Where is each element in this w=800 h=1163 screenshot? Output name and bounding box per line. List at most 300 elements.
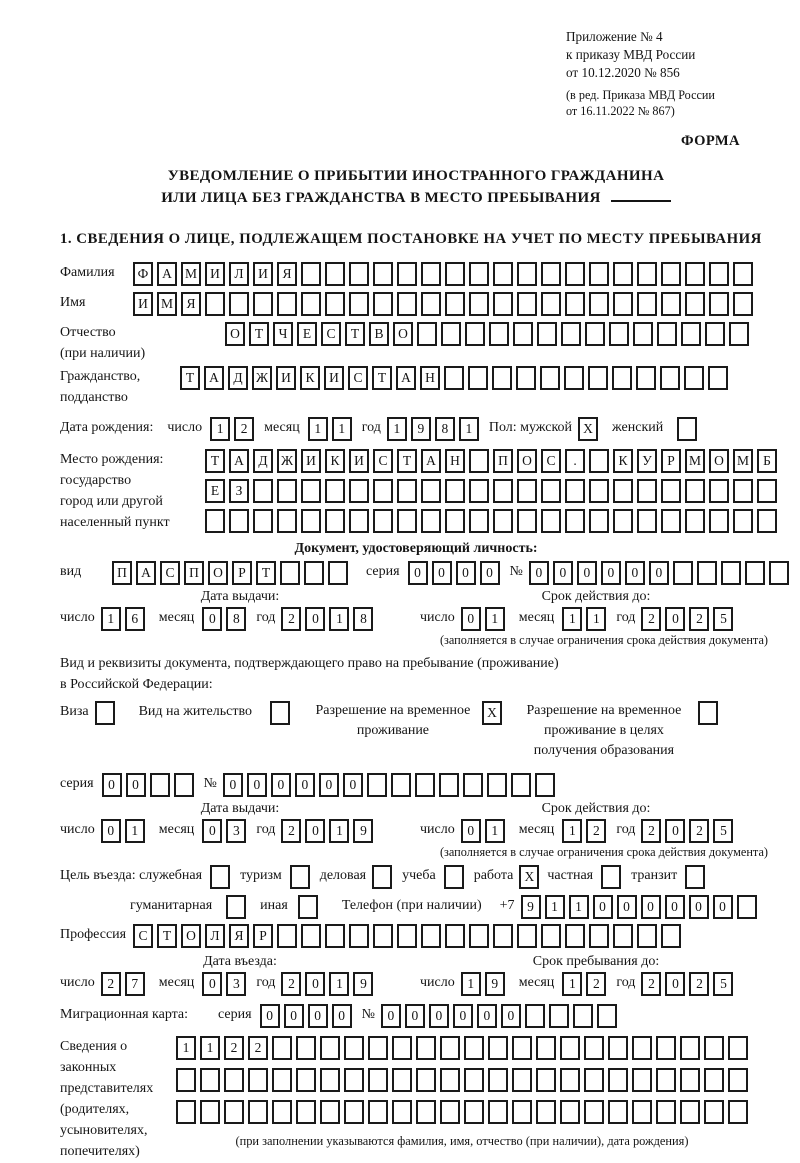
char-box[interactable]: 1 — [200, 1036, 220, 1060]
char-box[interactable]: Р — [661, 449, 681, 473]
doc-issue-day[interactable] — [101, 607, 149, 631]
char-box[interactable]: М — [181, 262, 201, 286]
char-box[interactable] — [368, 1036, 388, 1060]
char-box[interactable]: 0 — [601, 561, 621, 585]
char-box[interactable] — [560, 1036, 580, 1060]
doc-issue-year[interactable] — [281, 607, 377, 631]
char-box[interactable]: 3 — [226, 819, 246, 843]
char-box[interactable]: 1 — [176, 1036, 196, 1060]
char-box[interactable] — [301, 479, 321, 503]
char-box[interactable]: 0 — [101, 819, 121, 843]
char-box[interactable]: 0 — [305, 819, 325, 843]
char-box[interactable] — [296, 1036, 316, 1060]
char-box[interactable]: 1 — [329, 607, 349, 631]
char-box[interactable] — [440, 1036, 460, 1060]
char-box[interactable]: 0 — [480, 561, 500, 585]
char-box[interactable] — [721, 561, 741, 585]
char-box[interactable] — [367, 773, 387, 797]
char-box[interactable] — [397, 262, 417, 286]
char-box[interactable] — [464, 1100, 484, 1124]
char-box[interactable]: М — [685, 449, 705, 473]
char-box[interactable]: Н — [445, 449, 465, 473]
char-box[interactable] — [320, 1068, 340, 1092]
char-box[interactable]: 0 — [126, 773, 146, 797]
doc-valid-month[interactable] — [562, 607, 610, 631]
char-box[interactable] — [589, 509, 609, 533]
char-box[interactable] — [445, 924, 465, 948]
char-box[interactable] — [469, 262, 489, 286]
char-box[interactable] — [564, 366, 584, 390]
char-box[interactable] — [224, 1068, 244, 1092]
char-box[interactable] — [200, 1068, 220, 1092]
char-box[interactable] — [517, 509, 537, 533]
char-box[interactable] — [492, 366, 512, 390]
char-box[interactable]: М — [157, 292, 177, 316]
char-box[interactable] — [728, 1036, 748, 1060]
birth-place-row3[interactable] — [205, 509, 781, 533]
char-box[interactable]: 2 — [641, 607, 661, 631]
doc-number-cells[interactable] — [529, 561, 793, 585]
char-box[interactable] — [421, 262, 441, 286]
char-box[interactable]: 1 — [101, 607, 121, 631]
char-box[interactable] — [320, 1100, 340, 1124]
char-box[interactable] — [392, 1068, 412, 1092]
birth-year-cells[interactable] — [387, 417, 483, 441]
char-box[interactable] — [296, 1100, 316, 1124]
char-box[interactable] — [536, 1036, 556, 1060]
char-box[interactable] — [392, 1036, 412, 1060]
char-box[interactable] — [656, 1068, 676, 1092]
char-box[interactable] — [612, 366, 632, 390]
char-box[interactable] — [637, 924, 657, 948]
char-box[interactable] — [325, 924, 345, 948]
char-box[interactable] — [685, 262, 705, 286]
char-box[interactable] — [705, 322, 725, 346]
char-box[interactable] — [328, 561, 348, 585]
char-box[interactable]: 0 — [641, 895, 661, 919]
char-box[interactable] — [685, 292, 705, 316]
char-box[interactable]: 0 — [665, 972, 685, 996]
char-box[interactable]: Е — [297, 322, 317, 346]
char-box[interactable] — [541, 924, 561, 948]
stay-year[interactable] — [641, 972, 737, 996]
char-box[interactable] — [637, 509, 657, 533]
char-box[interactable] — [248, 1068, 268, 1092]
char-box[interactable] — [517, 924, 537, 948]
char-box[interactable] — [421, 292, 441, 316]
char-box[interactable]: 1 — [569, 895, 589, 919]
purpose-business-checkbox[interactable] — [372, 865, 392, 889]
char-box[interactable] — [704, 1068, 724, 1092]
char-box[interactable]: 2 — [689, 819, 709, 843]
char-box[interactable] — [613, 262, 633, 286]
char-box[interactable]: 0 — [461, 607, 481, 631]
char-box[interactable]: Т — [205, 449, 225, 473]
char-box[interactable]: 2 — [281, 819, 301, 843]
char-box[interactable]: 0 — [529, 561, 549, 585]
char-box[interactable]: Р — [253, 924, 273, 948]
char-box[interactable] — [487, 773, 507, 797]
char-box[interactable] — [685, 479, 705, 503]
char-box[interactable]: 0 — [295, 773, 315, 797]
char-box[interactable] — [277, 479, 297, 503]
char-box[interactable] — [565, 479, 585, 503]
char-box[interactable]: О — [181, 924, 201, 948]
char-box[interactable]: 9 — [485, 972, 505, 996]
char-box[interactable]: 7 — [125, 972, 145, 996]
char-box[interactable]: К — [300, 366, 320, 390]
char-box[interactable]: 0 — [284, 1004, 304, 1028]
char-box[interactable] — [304, 561, 324, 585]
char-box[interactable] — [373, 509, 393, 533]
char-box[interactable]: Р — [232, 561, 252, 585]
char-box[interactable] — [325, 479, 345, 503]
char-box[interactable]: 0 — [271, 773, 291, 797]
char-box[interactable] — [248, 1100, 268, 1124]
char-box[interactable] — [589, 292, 609, 316]
char-box[interactable] — [417, 322, 437, 346]
char-box[interactable] — [541, 292, 561, 316]
char-box[interactable] — [445, 262, 465, 286]
char-box[interactable]: 0 — [456, 561, 476, 585]
char-box[interactable]: 1 — [329, 819, 349, 843]
char-box[interactable]: Т — [157, 924, 177, 948]
char-box[interactable] — [540, 366, 560, 390]
char-box[interactable] — [536, 1068, 556, 1092]
char-box[interactable]: А — [136, 561, 156, 585]
char-box[interactable]: . — [565, 449, 585, 473]
char-box[interactable]: 0 — [332, 1004, 352, 1028]
residence-valid-day[interactable] — [461, 819, 509, 843]
char-box[interactable]: 1 — [332, 417, 352, 441]
char-box[interactable]: 0 — [501, 1004, 521, 1028]
char-box[interactable] — [704, 1100, 724, 1124]
char-box[interactable] — [661, 479, 681, 503]
char-box[interactable] — [769, 561, 789, 585]
char-box[interactable] — [613, 924, 633, 948]
purpose-official-checkbox[interactable] — [210, 865, 230, 889]
char-box[interactable] — [325, 509, 345, 533]
char-box[interactable] — [673, 561, 693, 585]
char-box[interactable] — [584, 1100, 604, 1124]
char-box[interactable] — [325, 292, 345, 316]
birth-place-row2[interactable] — [205, 479, 781, 503]
residence-valid-month[interactable] — [562, 819, 610, 843]
char-box[interactable]: 0 — [617, 895, 637, 919]
char-box[interactable] — [513, 322, 533, 346]
char-box[interactable] — [325, 262, 345, 286]
char-box[interactable] — [493, 924, 513, 948]
char-box[interactable]: 0 — [649, 561, 669, 585]
char-box[interactable] — [253, 479, 273, 503]
char-box[interactable] — [680, 1100, 700, 1124]
char-box[interactable] — [708, 366, 728, 390]
char-box[interactable]: 2 — [689, 607, 709, 631]
char-box[interactable]: У — [637, 449, 657, 473]
char-box[interactable] — [512, 1100, 532, 1124]
purpose-humanitarian-checkbox[interactable] — [226, 895, 246, 919]
char-box[interactable]: 8 — [435, 417, 455, 441]
char-box[interactable] — [253, 292, 273, 316]
purpose-transit-checkbox[interactable] — [685, 865, 705, 889]
entry-month[interactable] — [202, 972, 250, 996]
char-box[interactable]: 0 — [553, 561, 573, 585]
char-box[interactable]: О — [517, 449, 537, 473]
char-box[interactable] — [613, 509, 633, 533]
char-box[interactable]: Т — [345, 322, 365, 346]
char-box[interactable]: 1 — [562, 607, 582, 631]
char-box[interactable]: Т — [397, 449, 417, 473]
char-box[interactable]: Т — [256, 561, 276, 585]
char-box[interactable] — [585, 322, 605, 346]
char-box[interactable] — [733, 509, 753, 533]
char-box[interactable]: Д — [253, 449, 273, 473]
char-box[interactable]: И — [324, 366, 344, 390]
char-box[interactable]: 1 — [485, 607, 505, 631]
char-box[interactable] — [349, 924, 369, 948]
char-box[interactable]: 2 — [281, 607, 301, 631]
char-box[interactable] — [200, 1100, 220, 1124]
visa-checkbox[interactable] — [95, 701, 115, 725]
char-box[interactable] — [537, 322, 557, 346]
char-box[interactable]: 8 — [353, 607, 373, 631]
char-box[interactable]: Н — [420, 366, 440, 390]
char-box[interactable]: 2 — [101, 972, 121, 996]
char-box[interactable] — [392, 1100, 412, 1124]
char-box[interactable] — [597, 1004, 617, 1028]
char-box[interactable] — [493, 509, 513, 533]
purpose-work-checkbox[interactable]: X — [519, 865, 539, 889]
char-box[interactable] — [176, 1100, 196, 1124]
char-box[interactable]: 0 — [593, 895, 613, 919]
char-box[interactable] — [541, 479, 561, 503]
birth-month-cells[interactable] — [308, 417, 356, 441]
purpose-study-checkbox[interactable] — [444, 865, 464, 889]
char-box[interactable]: 9 — [521, 895, 541, 919]
char-box[interactable]: 0 — [202, 607, 222, 631]
char-box[interactable] — [632, 1068, 652, 1092]
char-box[interactable] — [469, 292, 489, 316]
residence-issue-year[interactable] — [281, 819, 377, 843]
char-box[interactable] — [397, 292, 417, 316]
char-box[interactable]: Т — [372, 366, 392, 390]
char-box[interactable] — [349, 262, 369, 286]
char-box[interactable] — [368, 1100, 388, 1124]
char-box[interactable] — [301, 292, 321, 316]
char-box[interactable]: Я — [181, 292, 201, 316]
char-box[interactable] — [728, 1068, 748, 1092]
char-box[interactable] — [525, 1004, 545, 1028]
char-box[interactable]: 0 — [408, 561, 428, 585]
char-box[interactable] — [349, 479, 369, 503]
char-box[interactable] — [488, 1036, 508, 1060]
char-box[interactable]: 1 — [562, 972, 582, 996]
char-box[interactable] — [549, 1004, 569, 1028]
char-box[interactable]: Б — [757, 449, 777, 473]
char-box[interactable] — [344, 1100, 364, 1124]
char-box[interactable]: 0 — [405, 1004, 425, 1028]
char-box[interactable] — [320, 1036, 340, 1060]
residence-series-cells[interactable] — [102, 773, 198, 797]
representatives-row1[interactable] — [176, 1036, 752, 1060]
char-box[interactable]: 0 — [247, 773, 267, 797]
char-box[interactable] — [205, 292, 225, 316]
char-box[interactable] — [632, 1100, 652, 1124]
char-box[interactable]: 0 — [381, 1004, 401, 1028]
char-box[interactable]: И — [276, 366, 296, 390]
char-box[interactable]: 1 — [485, 819, 505, 843]
char-box[interactable] — [684, 366, 704, 390]
char-box[interactable] — [589, 924, 609, 948]
char-box[interactable]: П — [493, 449, 513, 473]
char-box[interactable] — [681, 322, 701, 346]
char-box[interactable]: 0 — [453, 1004, 473, 1028]
char-box[interactable] — [272, 1068, 292, 1092]
birth-day-cells[interactable] — [210, 417, 258, 441]
char-box[interactable]: А — [421, 449, 441, 473]
char-box[interactable] — [301, 509, 321, 533]
char-box[interactable]: 0 — [477, 1004, 497, 1028]
char-box[interactable]: 2 — [641, 972, 661, 996]
char-box[interactable] — [637, 479, 657, 503]
char-box[interactable]: С — [348, 366, 368, 390]
char-box[interactable] — [296, 1068, 316, 1092]
given-name-cells[interactable] — [133, 292, 757, 316]
char-box[interactable] — [613, 292, 633, 316]
char-box[interactable]: Л — [205, 924, 225, 948]
char-box[interactable] — [661, 292, 681, 316]
char-box[interactable] — [733, 262, 753, 286]
char-box[interactable] — [608, 1068, 628, 1092]
char-box[interactable] — [440, 1100, 460, 1124]
char-box[interactable] — [373, 479, 393, 503]
residence-valid-year[interactable] — [641, 819, 737, 843]
char-box[interactable] — [709, 509, 729, 533]
char-box[interactable]: 2 — [224, 1036, 244, 1060]
char-box[interactable] — [488, 1068, 508, 1092]
char-box[interactable] — [680, 1036, 700, 1060]
char-box[interactable] — [344, 1036, 364, 1060]
migration-series-cells[interactable] — [260, 1004, 356, 1028]
char-box[interactable] — [517, 479, 537, 503]
char-box[interactable] — [416, 1036, 436, 1060]
char-box[interactable]: 0 — [429, 1004, 449, 1028]
purpose-private-checkbox[interactable] — [601, 865, 621, 889]
char-box[interactable] — [229, 292, 249, 316]
char-box[interactable] — [391, 773, 411, 797]
female-checkbox[interactable] — [677, 417, 697, 441]
char-box[interactable]: 5 — [713, 607, 733, 631]
char-box[interactable] — [489, 322, 509, 346]
char-box[interactable]: З — [229, 479, 249, 503]
char-box[interactable]: 0 — [665, 895, 685, 919]
char-box[interactable] — [301, 924, 321, 948]
residence-issue-month[interactable] — [202, 819, 250, 843]
char-box[interactable]: 1 — [545, 895, 565, 919]
char-box[interactable] — [397, 479, 417, 503]
char-box[interactable]: 0 — [625, 561, 645, 585]
char-box[interactable] — [280, 561, 300, 585]
char-box[interactable] — [637, 262, 657, 286]
char-box[interactable]: 2 — [586, 972, 606, 996]
char-box[interactable] — [511, 773, 531, 797]
char-box[interactable] — [565, 292, 585, 316]
char-box[interactable] — [589, 449, 609, 473]
char-box[interactable]: В — [369, 322, 389, 346]
char-box[interactable] — [465, 322, 485, 346]
char-box[interactable]: 0 — [308, 1004, 328, 1028]
char-box[interactable] — [609, 322, 629, 346]
char-box[interactable]: 0 — [319, 773, 339, 797]
char-box[interactable]: 5 — [713, 972, 733, 996]
char-box[interactable] — [344, 1068, 364, 1092]
char-box[interactable] — [685, 509, 705, 533]
char-box[interactable] — [463, 773, 483, 797]
char-box[interactable] — [229, 509, 249, 533]
residence-permit-checkbox[interactable] — [270, 701, 290, 725]
char-box[interactable]: С — [133, 924, 153, 948]
phone-cells[interactable] — [521, 895, 761, 919]
char-box[interactable]: С — [373, 449, 393, 473]
char-box[interactable] — [733, 479, 753, 503]
char-box[interactable]: К — [613, 449, 633, 473]
char-box[interactable] — [368, 1068, 388, 1092]
char-box[interactable]: 0 — [202, 972, 222, 996]
char-box[interactable] — [176, 1068, 196, 1092]
char-box[interactable]: И — [205, 262, 225, 286]
char-box[interactable] — [565, 509, 585, 533]
char-box[interactable]: Е — [205, 479, 225, 503]
char-box[interactable] — [512, 1068, 532, 1092]
char-box[interactable] — [704, 1036, 724, 1060]
char-box[interactable] — [656, 1036, 676, 1060]
char-box[interactable]: 1 — [586, 607, 606, 631]
char-box[interactable]: 1 — [210, 417, 230, 441]
char-box[interactable]: 0 — [432, 561, 452, 585]
char-box[interactable] — [584, 1036, 604, 1060]
char-box[interactable] — [697, 561, 717, 585]
char-box[interactable] — [253, 509, 273, 533]
char-box[interactable] — [421, 924, 441, 948]
doc-series-cells[interactable] — [408, 561, 504, 585]
char-box[interactable] — [421, 509, 441, 533]
char-box[interactable]: 1 — [125, 819, 145, 843]
doc-issue-month[interactable] — [202, 607, 250, 631]
char-box[interactable] — [441, 322, 461, 346]
char-box[interactable] — [488, 1100, 508, 1124]
char-box[interactable]: О — [225, 322, 245, 346]
char-box[interactable] — [661, 262, 681, 286]
char-box[interactable]: 1 — [308, 417, 328, 441]
char-box[interactable]: Д — [228, 366, 248, 390]
char-box[interactable]: С — [160, 561, 180, 585]
char-box[interactable]: 0 — [343, 773, 363, 797]
char-box[interactable]: 2 — [689, 972, 709, 996]
char-box[interactable]: 1 — [562, 819, 582, 843]
surname-cells[interactable] — [133, 262, 757, 286]
male-checkbox[interactable]: X — [578, 417, 598, 441]
char-box[interactable] — [733, 292, 753, 316]
migration-number-cells[interactable] — [381, 1004, 621, 1028]
char-box[interactable] — [637, 292, 657, 316]
char-box[interactable]: 0 — [665, 607, 685, 631]
char-box[interactable]: Ж — [252, 366, 272, 390]
char-box[interactable]: 0 — [260, 1004, 280, 1028]
char-box[interactable] — [512, 1036, 532, 1060]
char-box[interactable] — [561, 322, 581, 346]
char-box[interactable]: И — [133, 292, 153, 316]
char-box[interactable] — [560, 1100, 580, 1124]
